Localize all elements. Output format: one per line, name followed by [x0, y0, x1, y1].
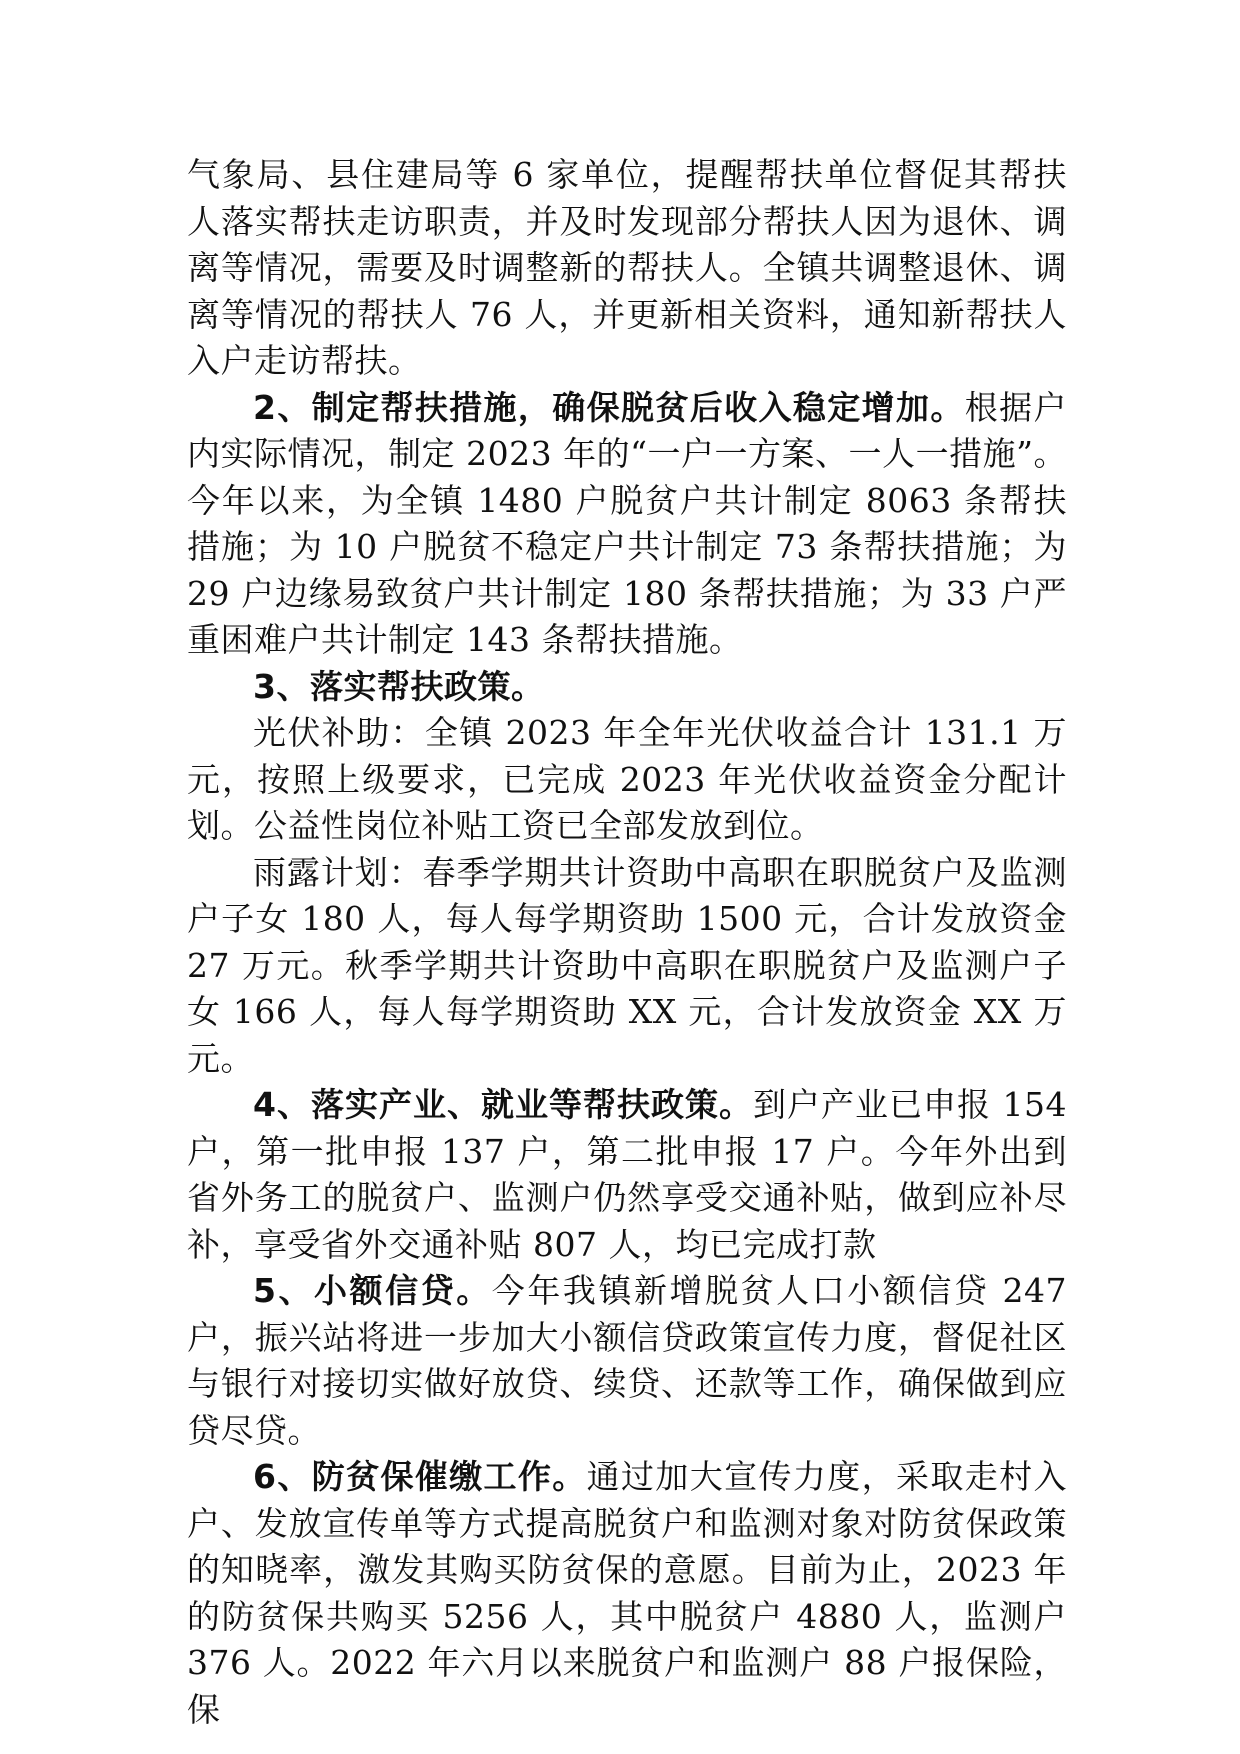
paragraph-text: 光伏补助：全镇 2023 年全年光伏收益合计 131.1 万元，按照上级要求，已完成 2023 年光伏收益资金分配计划。公益性岗位补贴工资已全部发放到位。 [187, 713, 1067, 845]
paragraph-photovoltaic-subsidy [187, 710, 1067, 850]
paragraph-yulu-plan [187, 850, 1067, 1083]
section-heading: 5、小额信贷。 [253, 1271, 492, 1310]
paragraph-helper-adjustment [187, 152, 1067, 385]
section-heading: 3、落实帮扶政策。 [253, 666, 545, 706]
paragraph-industry-employment [187, 1082, 1067, 1268]
paragraph-microcredit [187, 1268, 1067, 1454]
paragraph-text: 根据户内实际情况，制定 2023 年的“一户一方案、一人一措施”。今年以来，为全镇 1480 户脱贫户共计制定 8063 条帮扶措施；为 10 户脱贫不稳定户共计制定 73 条帮扶措施；为 29 户边缘易致贫户共计制定 180 条帮扶措施；为 33 户严重困难户共计制定 143 条帮扶措施。 [187, 387, 1068, 659]
section-heading: 6、防贫保催缴工作。 [253, 1457, 587, 1496]
section-heading: 4、落实产业、就业等帮扶政策。 [253, 1085, 753, 1124]
paragraph-poverty-insurance [187, 1454, 1067, 1733]
paragraph-assistance-measures [187, 385, 1067, 664]
paragraph-text: 雨露计划：春季学期共计资助中高职在职脱贫户及监测户子女 180 人，每人每学期资助 1500 元，合计发放资金 27 万元。秋季学期共计资助中高职在职脱贫户及监测户子女 166 人，每人每学期资助 XX 元，合计发放资金 XX 万元。 [187, 852, 1067, 1078]
document-body [187, 152, 1067, 1733]
section-heading: 2、制定帮扶措施，确保脱贫后收入稳定增加。 [253, 387, 965, 427]
paragraph-implement-policies [187, 664, 1067, 711]
paragraph-text: 今年我镇新增脱贫人口小额信贷 247 户，振兴站将进一步加大小额信贷政策宣传力度，督促社区与银行对接切实做好放贷、续贷、还款等工作，确保做到应贷尽贷。 [187, 1271, 1067, 1450]
paragraph-text: 通过加大宣传力度，采取走村入户、发放宣传单等方式提高脱贫户和监测对象对防贫保政策的知晓率，激发其购买防贫保的意愿。目前为止，2023 年的防贫保共购买 5256 人，其中脱贫户 4880 人，监测户 376 人。2022 年六月以来脱贫户和监测户 88 户报保险，保 [187, 1457, 1067, 1729]
paragraph-text: 到户产业已申报 154 户，第一批申报 137 户，第二批申报 17 户。今年外出到省外务工的脱贫户、监测户仍然享受交通补贴，做到应补尽补，享受省外交通补贴 807 人，均已完成打款 [187, 1085, 1067, 1264]
paragraph-text: 气象局、县住建局等 6 家单位，提醒帮扶单位督促其帮扶人落实帮扶走访职责，并及时发现部分帮扶人因为退休、调离等情况，需要及时调整新的帮扶人。全镇共调整退休、调离等情况的帮扶人 76 人，并更新相关资料，通知新帮扶人入户走访帮扶。 [187, 155, 1067, 380]
